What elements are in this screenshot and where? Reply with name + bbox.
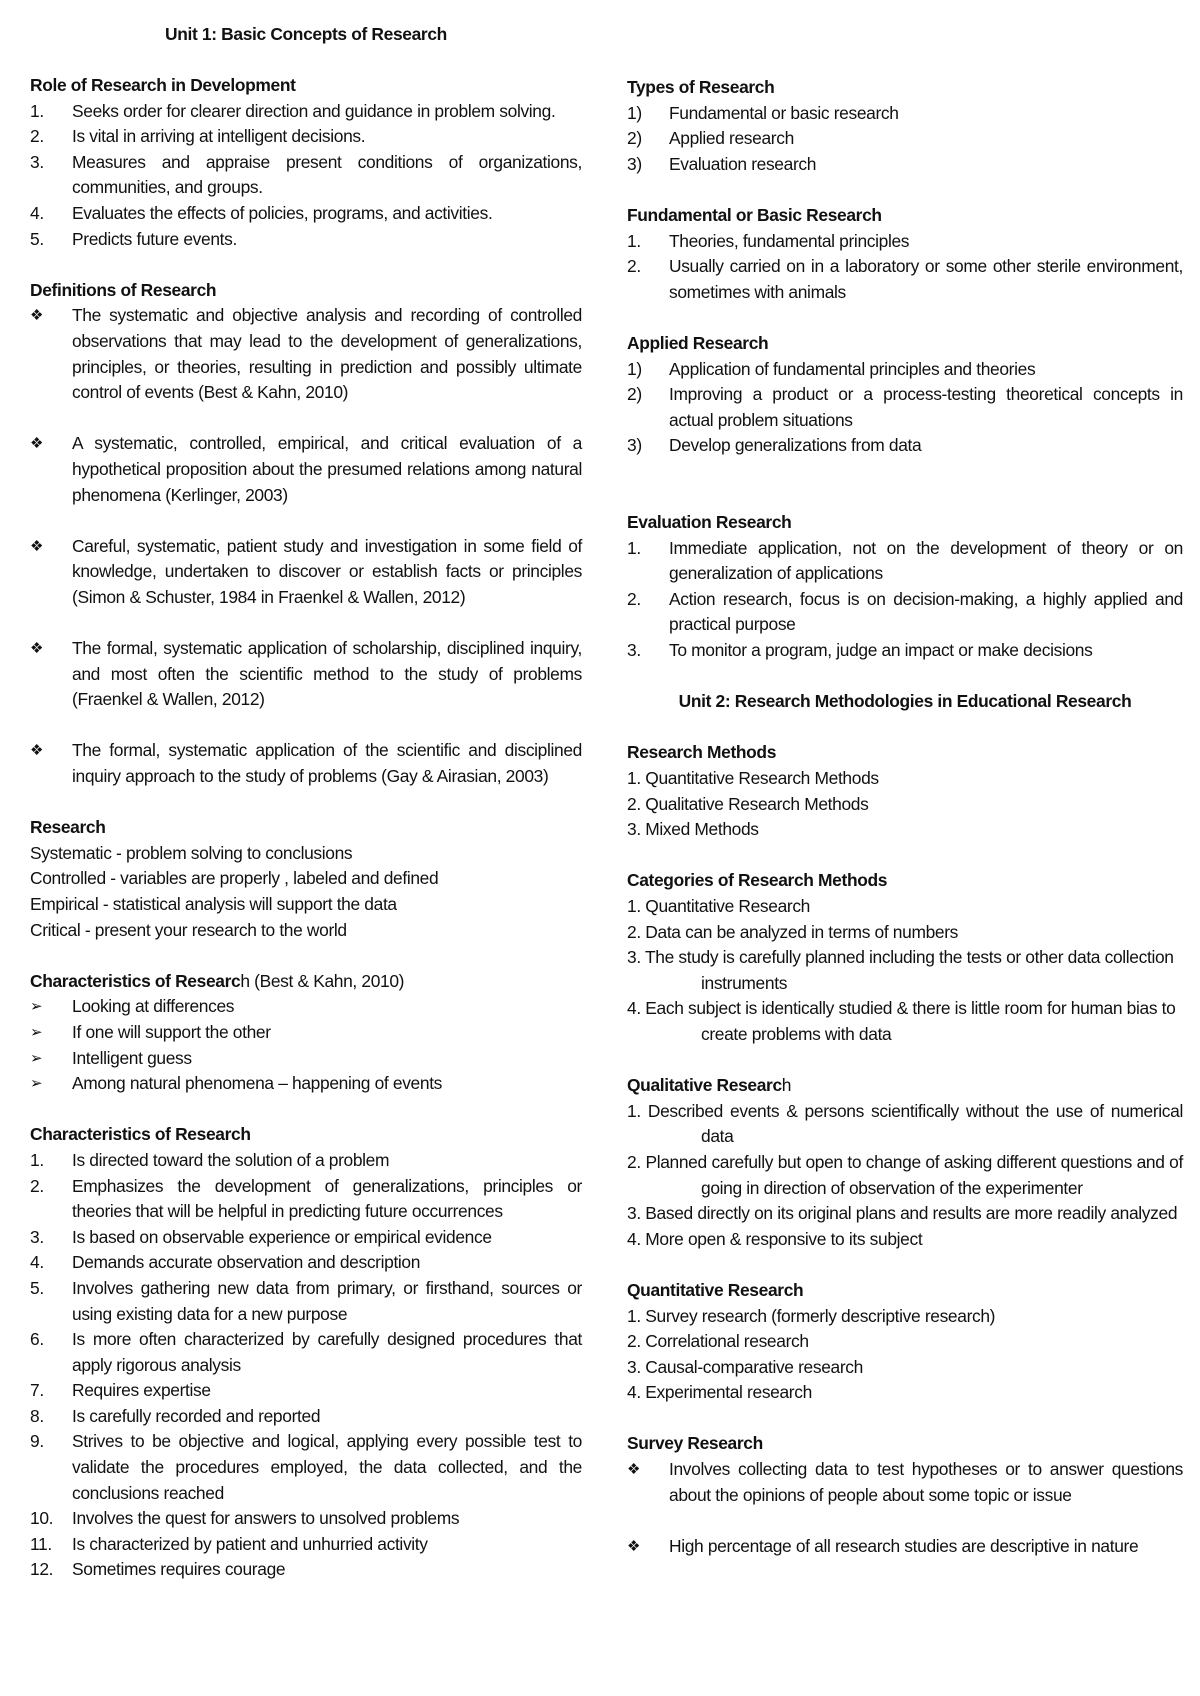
list-marker: 9. <box>30 1431 44 1452</box>
list-item-text: Usually carried on in a laboratory or some other sterile environment, sometimes with animals <box>669 256 1183 302</box>
list-item-text: A systematic, controlled, empirical, and critical evaluation of a hypothetical proposition about the presumed relations among natural phenomena (Kerlinger, 2003) <box>72 433 582 505</box>
methods-line: 3. Mixed Methods <box>627 819 759 840</box>
list-item <box>627 1534 1183 1560</box>
definitions-heading: Definitions of Research <box>30 279 217 300</box>
list-item-text: Is characterized by patient and unhurried activity <box>72 1533 428 1554</box>
characteristics-heading-bold: Characteristics of Researc <box>30 970 241 991</box>
list-item <box>30 99 582 125</box>
characteristics-heading-2: Characteristics of Research <box>30 1124 251 1145</box>
list-item-text: Applied research <box>669 128 794 149</box>
diamond-bullet-icon: ❖ <box>30 307 44 325</box>
role-heading: Role of Research in Development <box>30 75 296 95</box>
diamond-bullet-icon: ❖ <box>627 1537 641 1555</box>
list-marker: 5. <box>30 1277 44 1298</box>
characteristics-heading-rest: h (Best & Kahn, 2010) <box>240 970 405 991</box>
qualitative-item: 1. Described events & persons scientifically without the use of numerical data <box>627 1100 1183 1147</box>
list-marker: 11. <box>30 1533 52 1554</box>
list-marker: 1. <box>30 1149 44 1170</box>
research-line: Empirical - statistical analysis will support the data <box>30 894 397 914</box>
list-item <box>30 303 582 405</box>
diamond-bullet-icon: ❖ <box>30 537 44 555</box>
list-item-text: Improving a product or a process-testing theoretical concepts in actual problem situations <box>669 384 1183 430</box>
list-item-text: Among natural phenomena – happening of events <box>72 1073 443 1094</box>
list-item <box>30 1506 582 1532</box>
categories-item: 1. Quantitative Research <box>627 896 810 916</box>
methods-line: 2. Qualitative Research Methods <box>627 793 869 814</box>
research-line: Controlled - variables are properly , labeled and defined <box>30 868 439 889</box>
list-item-text: Is vital in arriving at intelligent decisions. <box>72 126 366 147</box>
list-item <box>627 382 1183 433</box>
list-item-text: Is more often characterized by carefully designed procedures that apply rigorous analysis <box>72 1329 582 1375</box>
fundamental-heading: Fundamental or Basic Research <box>627 204 882 225</box>
list-item-text: If one will support the other <box>72 1021 271 1042</box>
list-item <box>627 433 1183 459</box>
list-item <box>627 101 1183 127</box>
list-item-text: Looking at differences <box>72 996 235 1017</box>
categories-item: 3. The study is carefully planned including the tests or other data collection instruments <box>627 947 1174 993</box>
list-marker: 1. <box>30 100 44 121</box>
list-item <box>30 1327 582 1378</box>
quantitative-line: 4. Experimental research <box>627 1382 812 1403</box>
list-item-text: Involves the quest for answers to unsolved problems <box>72 1508 460 1529</box>
categories-item: 2. Data can be analyzed in terms of numbers <box>627 921 959 942</box>
list-item-text: Seeks order for clearer direction and guidance in problem solving. <box>72 100 556 121</box>
right-content <box>627 75 1183 1559</box>
research-line: Critical - present your research to the world <box>30 919 347 940</box>
categories-item: 4. Each subject is identically studied & there is little room for human bias to create problems with data <box>627 998 1176 1044</box>
list-item <box>30 1071 582 1097</box>
research-line: Systematic - problem solving to conclusions <box>30 842 353 863</box>
list-item <box>30 636 582 713</box>
list-item <box>30 1532 582 1558</box>
list-item-text: Is carefully recorded and reported <box>72 1405 321 1426</box>
list-item <box>30 1250 582 1276</box>
list-marker: 3. <box>30 1226 44 1247</box>
list-item-text: Theories, fundamental principles <box>669 230 910 251</box>
list-item <box>627 152 1183 178</box>
list-marker: 5. <box>30 228 44 249</box>
list-marker: 3. <box>627 640 641 661</box>
list-item-text: Involves gathering new data from primary, or firsthand, sources or using existing data for a new purpose <box>72 1277 582 1324</box>
list-marker: 4. <box>30 1252 44 1273</box>
list-item <box>627 587 1183 638</box>
diamond-bullet-icon: ❖ <box>30 640 44 658</box>
list-item <box>30 1276 582 1327</box>
arrow-bullet-icon: ➢ <box>30 998 43 1016</box>
list-item-text: Evaluates the effects of policies, programs, and activities. <box>72 202 493 223</box>
list-item-text: The formal, systematic application of scholarship, disciplined inquiry, and most often the scientific method to the study of problems (Fraenkel & Wallen, 2012) <box>72 638 582 710</box>
list-item <box>627 1457 1183 1508</box>
list-item-text: Requires expertise <box>72 1380 211 1401</box>
list-item-text: Fundamental or basic research <box>669 102 899 123</box>
list-item-text: Action research, focus is on decision-making, a highly applied and practical purpose <box>669 588 1183 635</box>
list-item <box>30 994 582 1020</box>
list-item <box>30 534 582 611</box>
list-item-text: Emphasizes the development of generalizations, principles or theories that will be helpful in predicting future occurrences <box>72 1175 582 1222</box>
list-item-text: Sometimes requires courage <box>72 1559 286 1580</box>
list-item-text: Strives to be objective and logical, applying every possible test to validate the procedures employed, the data collected, and the conclusions reached <box>72 1431 582 1503</box>
list-item-text: Develop generalizations from data <box>669 435 922 456</box>
diamond-bullet-icon: ❖ <box>30 742 44 760</box>
list-item <box>30 1046 582 1072</box>
list-item <box>30 1429 582 1506</box>
list-item <box>627 254 1183 305</box>
list-item-text: Intelligent guess <box>72 1047 192 1068</box>
list-item <box>30 1557 582 1583</box>
qualitative-heading-rest: h <box>781 1075 792 1096</box>
arrow-bullet-icon: ➢ <box>30 1049 43 1067</box>
survey-heading: Survey Research <box>627 1433 763 1454</box>
qualitative-item: 3. Based directly on its original plans and results are more readily analyzed <box>627 1203 1178 1224</box>
list-marker: 2) <box>627 128 642 149</box>
list-marker: 1. <box>627 230 641 251</box>
list-marker: 7. <box>30 1380 44 1401</box>
list-marker: 10. <box>30 1508 54 1529</box>
list-item <box>30 1174 582 1225</box>
list-item <box>30 227 582 253</box>
list-item-text: Evaluation research <box>669 153 817 174</box>
list-item <box>30 124 582 150</box>
qualitative-item: 4. More open & responsive to its subject <box>627 1228 923 1249</box>
unit1-title: Unit 1: Basic Concepts of Research <box>165 24 447 44</box>
list-item-text: Immediate application, not on the development of theory or on generalization of applications <box>669 537 1183 584</box>
quantitative-line: 3. Causal-comparative research <box>627 1356 863 1377</box>
diamond-bullet-icon: ❖ <box>30 435 44 453</box>
quantitative-line: 1. Survey research (formerly descriptive research) <box>627 1305 996 1326</box>
list-marker: 2) <box>627 384 642 405</box>
list-marker: 1) <box>627 102 642 123</box>
list-marker: 12. <box>30 1559 54 1580</box>
list-item-text: Demands accurate observation and description <box>72 1252 421 1273</box>
left-content <box>30 73 582 1583</box>
arrow-bullet-icon: ➢ <box>30 1075 43 1093</box>
list-marker: 1) <box>627 358 642 379</box>
list-item-text: Application of fundamental principles and theories <box>669 358 1036 379</box>
list-item <box>627 357 1183 383</box>
list-item <box>627 126 1183 152</box>
list-item <box>30 1148 582 1174</box>
list-item-text: Careful, systematic, patient study and investigation in some field of knowledge, undertaken to discover or establish facts or principles (Simon & Schuster, 1984 in Fraenkel & Wallen, 2012) <box>72 535 582 607</box>
list-item-text: Predicts future events. <box>72 228 237 249</box>
unit2-title: Unit 2: Research Methodologies in Educational Research <box>678 691 1132 712</box>
list-item-text: The formal, systematic application of the scientific and disciplined inquiry approach to the study of problems (Gay & Airasian, 2003) <box>72 740 582 787</box>
list-marker: 2. <box>30 126 44 147</box>
list-item <box>30 201 582 227</box>
list-marker: 3) <box>627 435 642 456</box>
list-marker: 3. <box>30 151 44 172</box>
list-item <box>30 1404 582 1430</box>
list-marker: 2. <box>627 588 641 609</box>
list-marker: 2. <box>627 256 641 277</box>
list-marker: 4. <box>30 202 44 223</box>
quantitative-heading: Quantitative Research <box>627 1279 804 1300</box>
list-item-text: Involves collecting data to test hypotheses or to answer questions about the opinions of people about some topic or issue <box>669 1459 1183 1505</box>
list-item <box>627 638 1183 664</box>
categories-heading: Categories of Research Methods <box>627 870 888 891</box>
qualitative-heading <box>627 1073 1183 1099</box>
types-heading: Types of Research <box>627 77 775 97</box>
applied-heading: Applied Research <box>627 332 769 353</box>
diamond-bullet-icon: ❖ <box>627 1461 641 1479</box>
methods-heading: Research Methods <box>627 742 777 763</box>
list-item-text: The systematic and objective analysis and recording of controlled observations that may lead to the development of generalizations, principles, or theories, resulting in prediction and possibly ultimate control of events (Best & Kahn, 2010) <box>72 305 582 403</box>
quantitative-line: 2. Correlational research <box>627 1331 809 1352</box>
qualitative-heading-bold: Qualitative Researc <box>627 1075 782 1096</box>
list-item-text: To monitor a program, judge an impact or make decisions <box>669 640 1093 661</box>
evaluation-heading: Evaluation Research <box>627 512 792 533</box>
research-heading: Research <box>30 817 106 838</box>
list-item-text: High percentage of all research studies are descriptive in nature <box>669 1535 1139 1556</box>
list-item <box>30 431 582 508</box>
list-marker: 3) <box>627 153 642 174</box>
list-item <box>30 1378 582 1404</box>
list-item-text: Is based on observable experience or empirical evidence <box>72 1226 492 1247</box>
list-marker: 6. <box>30 1329 44 1350</box>
list-marker: 1. <box>627 537 641 558</box>
list-marker: 2. <box>30 1175 44 1196</box>
qualitative-item: 2. Planned carefully but open to change of asking different questions and of going in direction of observation of the experimenter <box>627 1151 1183 1198</box>
arrow-bullet-icon: ➢ <box>30 1023 43 1041</box>
list-item <box>30 738 582 789</box>
list-item-text: Is directed toward the solution of a problem <box>72 1149 390 1170</box>
list-item <box>30 1020 582 1046</box>
list-marker: 8. <box>30 1405 44 1426</box>
list-item <box>627 536 1183 587</box>
list-item <box>30 150 582 201</box>
methods-line: 1. Quantitative Research Methods <box>627 768 879 789</box>
list-item <box>627 229 1183 255</box>
list-item <box>30 1225 582 1251</box>
characteristics-heading-1 <box>30 969 582 995</box>
list-item-text: Measures and appraise present conditions of organizations, communities, and groups. <box>72 151 582 198</box>
